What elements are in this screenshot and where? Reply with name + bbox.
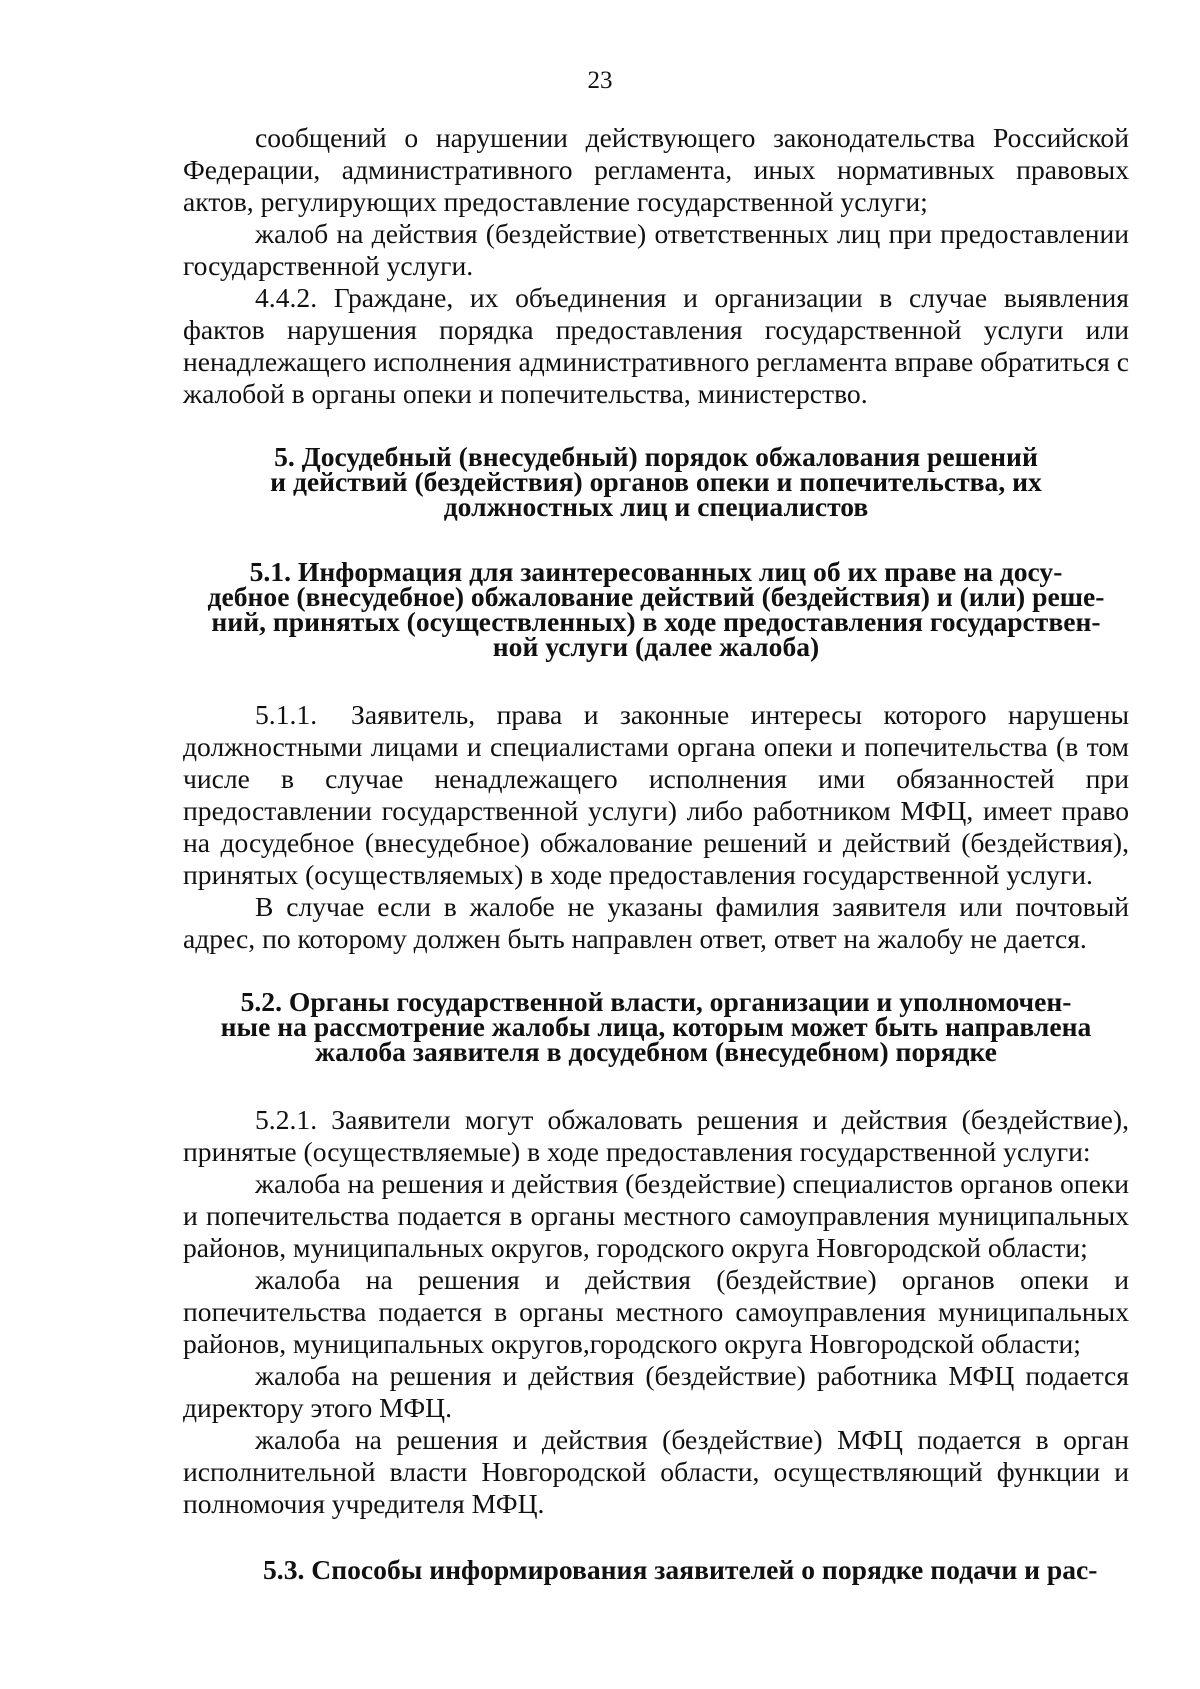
paragraph-complaint-mfc: жалоба на решения и действия (бездействие) МФЦ подается в орган исполнительной власти Новгородской области, осуществляющий функции и полномочия учредителя МФЦ. [183,1424,1129,1519]
section-5-1-heading [183,556,1129,662]
section-5-heading-line: должностных лиц и специалистов [443,491,869,522]
section-5-2-heading-line: ные на рассмотрение жалобы лица, которым может быть направлена [220,1011,1092,1042]
section-5-heading-line1: 5. Досудебный (внесудебный) порядок обжалования решений [274,441,1038,472]
paragraph-complaint-guardianship: жалоба на решения и действия (бездействие) органов опеки и попечительства подается в органы местного самоуправления муниципальных районов, муниципальных округов,городского округа Новгородской области; [183,1264,1129,1359]
paragraph-5-1-1-text: Заявитель, права и законные интересы которого нарушены должностными лицами и специалистами органа опеки и попечительства (в том числе в случае ненадлежащего исполнения ими обязанностей при предоставлении государственной услуги) либо работником МФЦ, имеет право на досудебное (внесудебное) обжалование решений и действий (бездействия), принятых (осуществляемых) в ходе предоставления государственной услуги. [183,699,1129,890]
section-5-heading-line: и действий (бездействия) органов опеки и попечительства, их [270,466,1042,497]
paragraph-4-4-2: 4.4.2. Граждане, их объединения и организации в случае выявления фактов нарушения порядка предоставления государственной услуги или ненадлежащего исполнения административного регламента вправе обратиться с жалобой в органы опеки и попечительства, министерство. [183,282,1129,409]
section-5-1-heading-line: дебное (внесудебное) обжалование действий (бездействия) и (или) реше- [207,581,1105,612]
section-5-1-heading-line: 5.1. Информация для заинтересованных лиц об их праве на досу- [249,556,1063,587]
section-5-heading [183,441,1129,522]
paragraph-reports: сообщений о нарушении действующего законодательства Российской Федерации, административного регламента, иных нормативных правовых актов, регулирующих предоставление государственной услуги; [183,122,1129,217]
paragraph-complaint-mfc-worker: жалоба на решения и действия (бездействие) работника МФЦ подается директору этого МФЦ. [183,1360,1129,1423]
section-5-1-heading-line: ной услуги (далее жалоба) [492,631,820,662]
page-number: 23 [587,67,613,94]
paragraph-5-1-1 [183,699,1129,891]
section-5-2-heading-line: жалоба заявителя в досудебном (внесудебном) порядке [315,1036,997,1067]
section-5-3-heading: 5.3. Способы информирования заявителей о порядке подачи и рас- [263,1554,1098,1585]
paragraph-5-2-1: 5.2.1. Заявители могут обжаловать решения и действия (бездействие), принятые (осуществляемые) в ходе предоставления государственной услуги: [183,1104,1129,1167]
paragraph-5-1-1-no-address: В случае если в жалобе не указаны фамилия заявителя или почтовый адрес, по которому должен быть направлен ответ, ответ на жалобу не дается. [183,891,1129,954]
section-5-2-heading [183,986,1129,1067]
section-5-2-heading-line: 5.2. Органы государственной власти, организации и уполномочен- [240,986,1072,1017]
section-5-1-heading-line: ний, принятых (осуществленных) в ходе предоставления государствен- [211,606,1101,637]
paragraph-complaints-officials: жалоб на действия (бездействие) ответственных лиц при предоставлении государственной услуги. [183,218,1129,281]
paragraph-complaint-specialists: жалоба на решения и действия (бездействие) специалистов органов опеки и попечительства подается в органы местного самоуправления муниципальных районов, муниципальных округов, городского округа Новгородской области; [183,1168,1129,1263]
paragraph-5-1-1-number: 5.1.1. [255,699,318,730]
document-body [183,122,1129,1586]
